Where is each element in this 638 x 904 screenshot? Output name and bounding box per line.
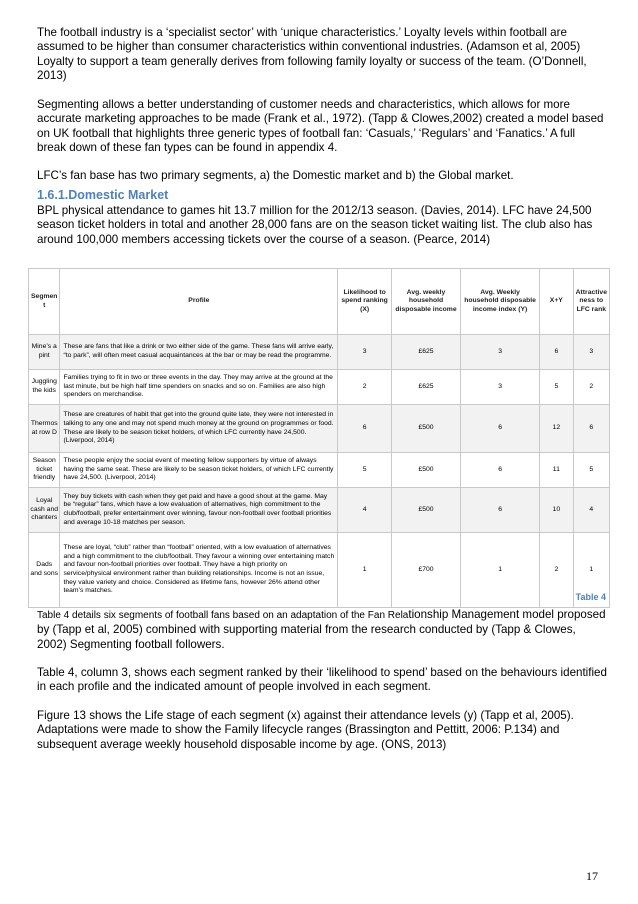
xy-value: 5: [540, 370, 574, 405]
segment-profile: These are creatures of habit that get into the ground quite late, they were not interested in talking to any one and may not spend much money at the ground on programmes or food. These are likely to be season ticket holders, of which LFC currently have 24,500. (Liverpool, 2014): [60, 405, 338, 453]
income-index-value: 1: [461, 533, 540, 608]
table-caption: Table 4: [575, 592, 606, 602]
paragraph-segmenting: Segmenting allows a better understanding of customer needs and characteristics, which allows for more accurate marketing approaches to be made (Frank et al., 1972). (Tapp & Clowes,2002) created a model based on UK football that highlights three generic types of football fan: ‘Casuals,’ ‘Regulars’ and ‘Fanatics.’ A full break down of these fan types can be found in appendix 4.: [37, 98, 604, 155]
paragraph-life-stage: Figure 13 shows the Life stage of each segment (x) against their attendance levels (y) (Tapp et al, 2005). Adaptations were made to show the Family lifecycle ranges (Brassington and Pettitt, 2006: P.134) and subsequent average weekly household disposable income by age. (ONS, 2013): [37, 709, 574, 751]
income-index-value: 6: [461, 405, 540, 453]
table-row: [29, 453, 610, 488]
rank-value: 5: [573, 453, 609, 488]
table-row: [29, 533, 610, 608]
xy-value: 6: [540, 335, 574, 370]
table-row: [29, 405, 610, 453]
paragraph-fan-base: LFC’s fan base has two primary segments, a) the Domestic market and b) the Global market.: [37, 169, 514, 182]
paragraph-table-details-start: Table 4 details six segments of football fans based on an adaptation of the Fan Rela: [37, 610, 409, 621]
paragraph-table-details: [37, 608, 607, 652]
income-value: £625: [391, 370, 460, 405]
header-xy: X+Y: [540, 269, 574, 335]
segment-profile: These are loyal, “club” rather than “football” oriented, with a low evaluation of alternatives and a high commitment to the club/football. They favour a winning over entertaining match and favour non-football priorities over football. They have a high priority on service/physical environment rather than building relationships. Income is not an issue, they value variety and choice. Considered as lifetime fans, however 26% attend other team’s matches.: [60, 533, 338, 608]
table-header-row: [29, 269, 610, 335]
xy-value: 2: [540, 533, 574, 608]
segment-profile: They buy tickets with cash when they get paid and have a good shout at the game. May be “regular” fans, which have a low evaluation of alternatives, high commitment to the club/football, prefer entertainment over winning, favour non-football over football priorities and average 10-18 matches per season.: [60, 488, 338, 533]
page-number: 17: [586, 869, 598, 883]
rank-value: 2: [573, 370, 609, 405]
segment-name: Juggling the kids: [29, 370, 60, 405]
likelihood-value: 3: [338, 335, 392, 370]
table-row: [29, 488, 610, 533]
paragraph-table-details-rest: tionship Management model proposed by (Tapp et al, 2005) combined with supporting material from the research conducted by (Tapp & Clowes, 2002) Segmenting football followers.: [37, 608, 606, 651]
segment-name: Thermos at row D: [29, 405, 60, 453]
xy-value: 11: [540, 453, 574, 488]
likelihood-value: 1: [338, 533, 392, 608]
income-index-value: 6: [461, 453, 540, 488]
income-index-value: 3: [461, 370, 540, 405]
segments-table: [28, 268, 610, 608]
income-value: £625: [391, 335, 460, 370]
rank-value: 1: [573, 533, 609, 608]
income-value: £700: [391, 533, 460, 608]
rank-value: 4: [573, 488, 609, 533]
xy-value: 10: [540, 488, 574, 533]
segment-profile: These people enjoy the social event of meeting fellow supporters by virtue of always having the same seat. These are likely to be season ticket holders, of which LFC currently have 24,500. (Liverpool, 2014): [60, 453, 338, 488]
header-segment: Segmen t: [29, 269, 60, 335]
paragraph-column-ranking: Table 4, column 3, shows each segment ranked by their ‘likelihood to spend’ based on the behaviours identified in each profile and the indicated amount of people involved in each segment.: [37, 666, 607, 694]
header-likelihood: Likelihood to spend ranking (X): [338, 269, 392, 335]
header-attractiveness: Attractive ness to LFC rank: [573, 269, 609, 335]
segment-profile: Families trying to fit in two or three events in the day. They may arrive at the ground at the last minute, but be high half time spenders on snacks and so on. Families are also high spenders on merchandise.: [60, 370, 338, 405]
income-value: £500: [391, 488, 460, 533]
header-income-index: Avg. Weekly household disposable income index (Y): [461, 269, 540, 335]
likelihood-value: 6: [338, 405, 392, 453]
section-heading: 1.6.1.Domestic Market: [37, 188, 169, 202]
table-row: [29, 335, 610, 370]
likelihood-value: 5: [338, 453, 392, 488]
income-index-value: 3: [461, 335, 540, 370]
table-row: [29, 370, 610, 405]
likelihood-value: 4: [338, 488, 392, 533]
income-value: £500: [391, 405, 460, 453]
segment-profile: These are fans that like a drink or two either side of the game. These fans will arrive early, “to park”, will often meet casual acquaintances at the bar or may be read the programme.: [60, 335, 338, 370]
paragraph-loyalty: The football industry is a ‘specialist sector’ with ‘unique characteristics.’ Loyalty levels within football are assumed to be higher than consumer characteristics within conventional industries. (Adamson et al, 2005) Loyalty to support a team generally derives from following family loyalty or success of the team. (O’Donnell, 2013): [37, 26, 587, 83]
segment-name: Mine’s a pint: [29, 335, 60, 370]
xy-value: 12: [540, 405, 574, 453]
rank-value: 6: [573, 405, 609, 453]
segment-name: Loyal cash and chanters: [29, 488, 60, 533]
header-avg-income: Avg. weekly household disposable income: [391, 269, 460, 335]
rank-value: 3: [573, 335, 609, 370]
segment-name: Season ticket friendly: [29, 453, 60, 488]
header-profile: Profile: [60, 269, 338, 335]
likelihood-value: 2: [338, 370, 392, 405]
income-value: £500: [391, 453, 460, 488]
segment-name: Dads and sons: [29, 533, 60, 608]
income-index-value: 6: [461, 488, 540, 533]
paragraph-attendance: BPL physical attendance to games hit 13.7 million for the 2012/13 season. (Davies, 2014). LFC have 24,500 season ticket holders in total and another 28,000 fans are on the season ticket waiting list. The club also has around 100,000 members accessing tickets over the course of a season. (Pearce, 2014): [37, 204, 593, 246]
